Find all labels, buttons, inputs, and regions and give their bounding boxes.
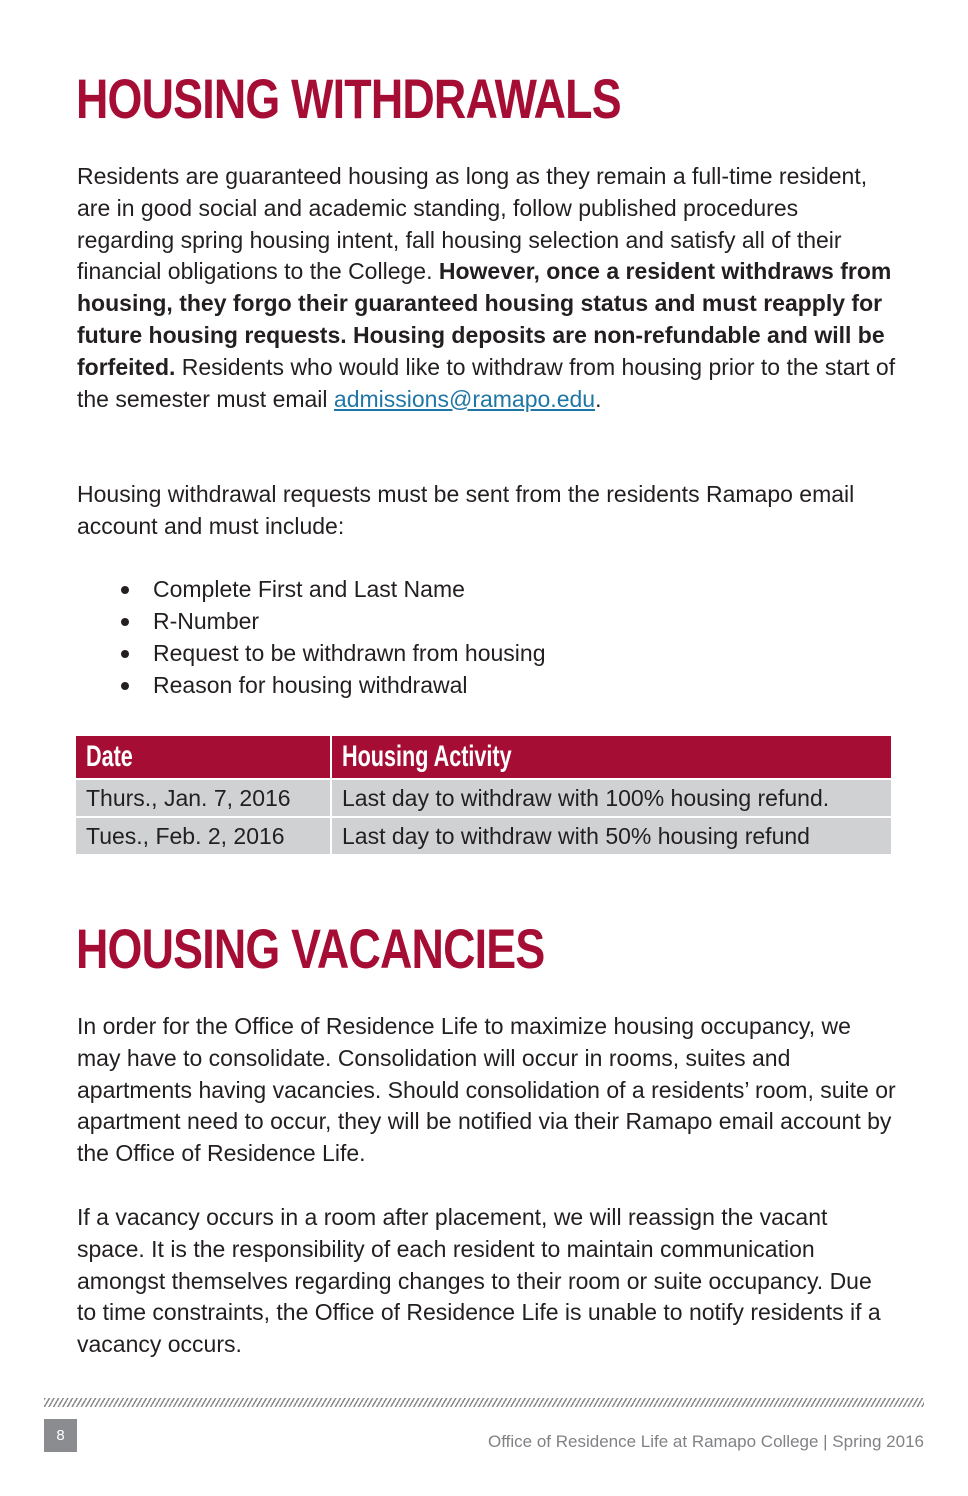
footer-divider [44, 1398, 924, 1407]
list-item [77, 637, 777, 669]
intro-end: . [595, 385, 602, 412]
vacancies-heading: HOUSING VACANCIES [76, 917, 545, 980]
list-item [77, 573, 777, 605]
bullet-icon [121, 650, 129, 658]
bullet-icon [121, 586, 129, 594]
bullet-icon [121, 682, 129, 690]
page-number: 8 [44, 1419, 77, 1452]
table-row [76, 817, 891, 854]
table-row [76, 779, 891, 817]
bullet-icon [121, 618, 129, 626]
list-item [77, 605, 777, 637]
withdrawals-heading: HOUSING WITHDRAWALS [76, 67, 621, 130]
date-cell: Tues., Feb. 2, 2016 [76, 817, 331, 854]
activity-column-header: Housing Activity [331, 736, 891, 779]
date-column-header: Date [76, 736, 331, 779]
withdrawal-requirements-paragraph: Housing withdrawal requests must be sent from the residents Ramapo email account and must include: [77, 481, 855, 539]
intro-tail-text: Residents who would like to withdraw from housing prior to the start of the semester must email [77, 353, 896, 412]
housing-activity-table [76, 736, 891, 854]
list-item-text: Request to be withdrawn from housing [153, 640, 546, 666]
date-cell: Thurs., Jan. 7, 2016 [76, 779, 331, 817]
list-item-text: Complete First and Last Name [153, 576, 465, 602]
footer-text: Office of Residence Life at Ramapo College | Spring 2016 [488, 1432, 924, 1451]
intro-bold-text: However, once a resident withdraws from housing, they forgo their guaranteed housing status and must reapply for future housing requests. Housing deposits are non-refundable and will be forfeited. [77, 258, 892, 380]
requirements-list [77, 573, 777, 701]
vacancies-consolidation-paragraph: In order for the Office of Residence Life to maximize housing occupancy, we may have to consolidate. Consolidation will occur in rooms, suites and apartments having vacancies. Should consolidation of a residents’ room, suite or apartment need to occur, they will be notified via their Ramapo email account by the Office of Residence Life. [77, 1013, 896, 1167]
list-item-text: Reason for housing withdrawal [153, 672, 468, 698]
table-header-row [76, 736, 891, 779]
list-item-text: R-Number [153, 608, 260, 634]
activity-cell: Last day to withdraw with 100% housing refund. [331, 779, 891, 817]
withdrawals-intro-paragraph [77, 161, 897, 415]
list-item [77, 669, 777, 701]
vacancies-reassign-paragraph: If a vacancy occurs in a room after placement, we will reassign the vacant space. It is the responsibility of each resident to maintain communication amongst themselves regarding changes to their room or suite occupancy. Due to time constraints, the Office of Residence Life is unable to notify residents if a vacancy occurs. [77, 1204, 881, 1358]
activity-cell: Last day to withdraw with 50% housing refund [331, 817, 891, 854]
admissions-email-link[interactable]: admissions@ramapo.edu [333, 385, 596, 412]
intro-text: Residents are guaranteed housing as long as they remain a full-time resident, are in good social and academic standing, follow published procedures regarding spring housing intent, fall housing selection and satisfy all of their financial obligations to the College. [77, 163, 868, 285]
